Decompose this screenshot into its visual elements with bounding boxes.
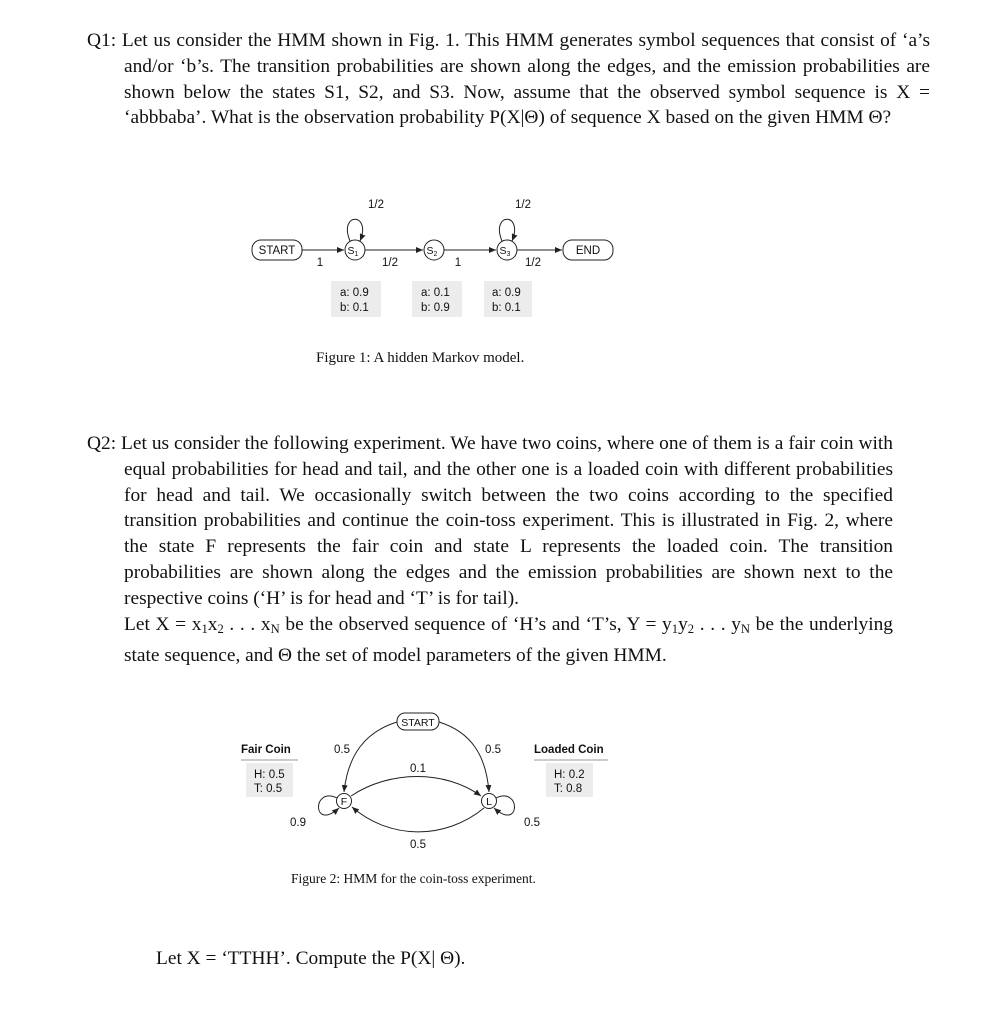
fig1-emission-s3-a: a: 0.9 — [492, 287, 521, 299]
fig1-emission-s2-a: a: 0.1 — [421, 287, 450, 299]
fig1-edge-s3-end-label: 1/2 — [525, 257, 541, 269]
question-1-text: Let us consider the HMM shown in Fig. 1. This HMM generates symbol sequences that consist of ‘a’s and/or ‘b’s. The transition probabilities are shown along the edges, and the emission probabilities are shown below the states S1, S2, and S3. Now, assume that the observed symbol sequence is X = ‘abbbaba’. What is the observation probability P(X|Θ) of sequence X based on the given HMM Θ? — [121, 30, 930, 129]
fig1-state-s3-label: S3 — [499, 245, 511, 258]
fig2-edge-start-f — [344, 722, 397, 792]
question-2-task: Let X = ‘TTHH’. Compute the P(X| Θ). — [156, 948, 466, 969]
question-2-def-part-1: Let X = — [124, 613, 192, 635]
fig1-state-s1-label: S1 — [347, 245, 359, 258]
fig2-start-label: START — [401, 717, 435, 729]
question-2-definitions — [87, 612, 893, 669]
question-2-def-part-2: be the observed sequence of ‘H’s and ‘T’s, Y = — [279, 613, 663, 635]
fig2-state-f-label: F — [340, 796, 348, 808]
fig1-edge-s1-s2-label: 1/2 — [382, 257, 398, 269]
fig1-start-label: START — [258, 245, 296, 257]
fig2-edge-f-l-label: 0.1 — [410, 763, 426, 775]
fig1-emission-s3-b: b: 0.1 — [492, 302, 521, 314]
fig1-edge-s3-self — [499, 219, 514, 241]
question-2-def-part-4: underlying state sequence, and Θ the set of model parameters of the given HMM. — [124, 613, 893, 666]
question-2 — [87, 431, 893, 668]
fig2-edge-l-self-label: 0.5 — [524, 817, 540, 829]
fig2-edge-start-l-label: 0.5 — [485, 744, 501, 756]
fig1-emission-s1-a: a: 0.9 — [340, 287, 369, 299]
fig2-edge-l-self — [494, 796, 515, 815]
fig1-emission-s1-b: b: 0.1 — [340, 302, 369, 314]
fig2-fair-t: T: 0.5 — [254, 783, 283, 795]
fig1-edge-s1-self — [347, 219, 362, 241]
fig2-edge-f-self-label: 0.9 — [290, 817, 306, 829]
question-2-def-part-3: be the — [750, 613, 804, 635]
fig1-edge-s1-self-label: 1/2 — [368, 199, 384, 211]
fig2-loaded-t: T: 0.8 — [554, 783, 583, 795]
fig2-fair-h: H: 0.5 — [254, 769, 285, 781]
x-sequence: $x_1x_2$ . . . $x_N$ — [191, 613, 280, 636]
fig2-edge-start-l — [439, 722, 489, 792]
figure-1-caption: Figure 1: A hidden Markov model. — [316, 350, 525, 366]
figure-2-caption: Figure 2: HMM for the coin-toss experiment. — [291, 871, 536, 886]
fig2-edge-f-l — [351, 777, 481, 797]
fig1-state-s2-label: S2 — [426, 245, 438, 258]
fig2-edge-start-f-label: 0.5 — [334, 744, 350, 756]
question-1-label: Q1: — [87, 30, 117, 51]
fig1-edge-s2-s3-label: 1 — [454, 257, 462, 269]
fig1-edge-s3-self-label: 1/2 — [515, 199, 531, 211]
fig1-edge-start-s1-label: 1 — [316, 257, 324, 269]
fig1-end-label: END — [575, 245, 601, 257]
fig2-loaded-h: H: 0.2 — [554, 769, 585, 781]
fig2-loaded-title: Loaded Coin — [534, 744, 604, 756]
y-sequence: $y_1y_2$ . . . $y_N$ — [662, 613, 751, 636]
fig2-edge-l-f — [352, 807, 484, 832]
fig2-edge-l-f-label: 0.5 — [410, 839, 426, 851]
question-2-text: Let us consider the following experiment. We have two coins, where one of them is a fair coin with equal probabilities for head and tail, and the other one is a loaded coin with different probabilities for head and tail. We occasionally switch between the two coins according to the specified transition probabilities and continue the coin-toss experiment. This is illustrated in Fig. 2, where the state F represents the fair coin and state L represents the loaded coin. The transition probabilities are shown along the edges and the emission probabilities are shown next to the respective coins (‘H’ is for head and ‘T’ is for tail). — [121, 433, 893, 609]
fig2-state-l-label: L — [486, 796, 492, 808]
fig2-edge-f-self — [318, 796, 339, 815]
fig1-emission-s2-b: b: 0.9 — [421, 302, 450, 314]
fig2-fair-title: Fair Coin — [241, 744, 291, 756]
question-2-label: Q2: — [87, 433, 117, 454]
